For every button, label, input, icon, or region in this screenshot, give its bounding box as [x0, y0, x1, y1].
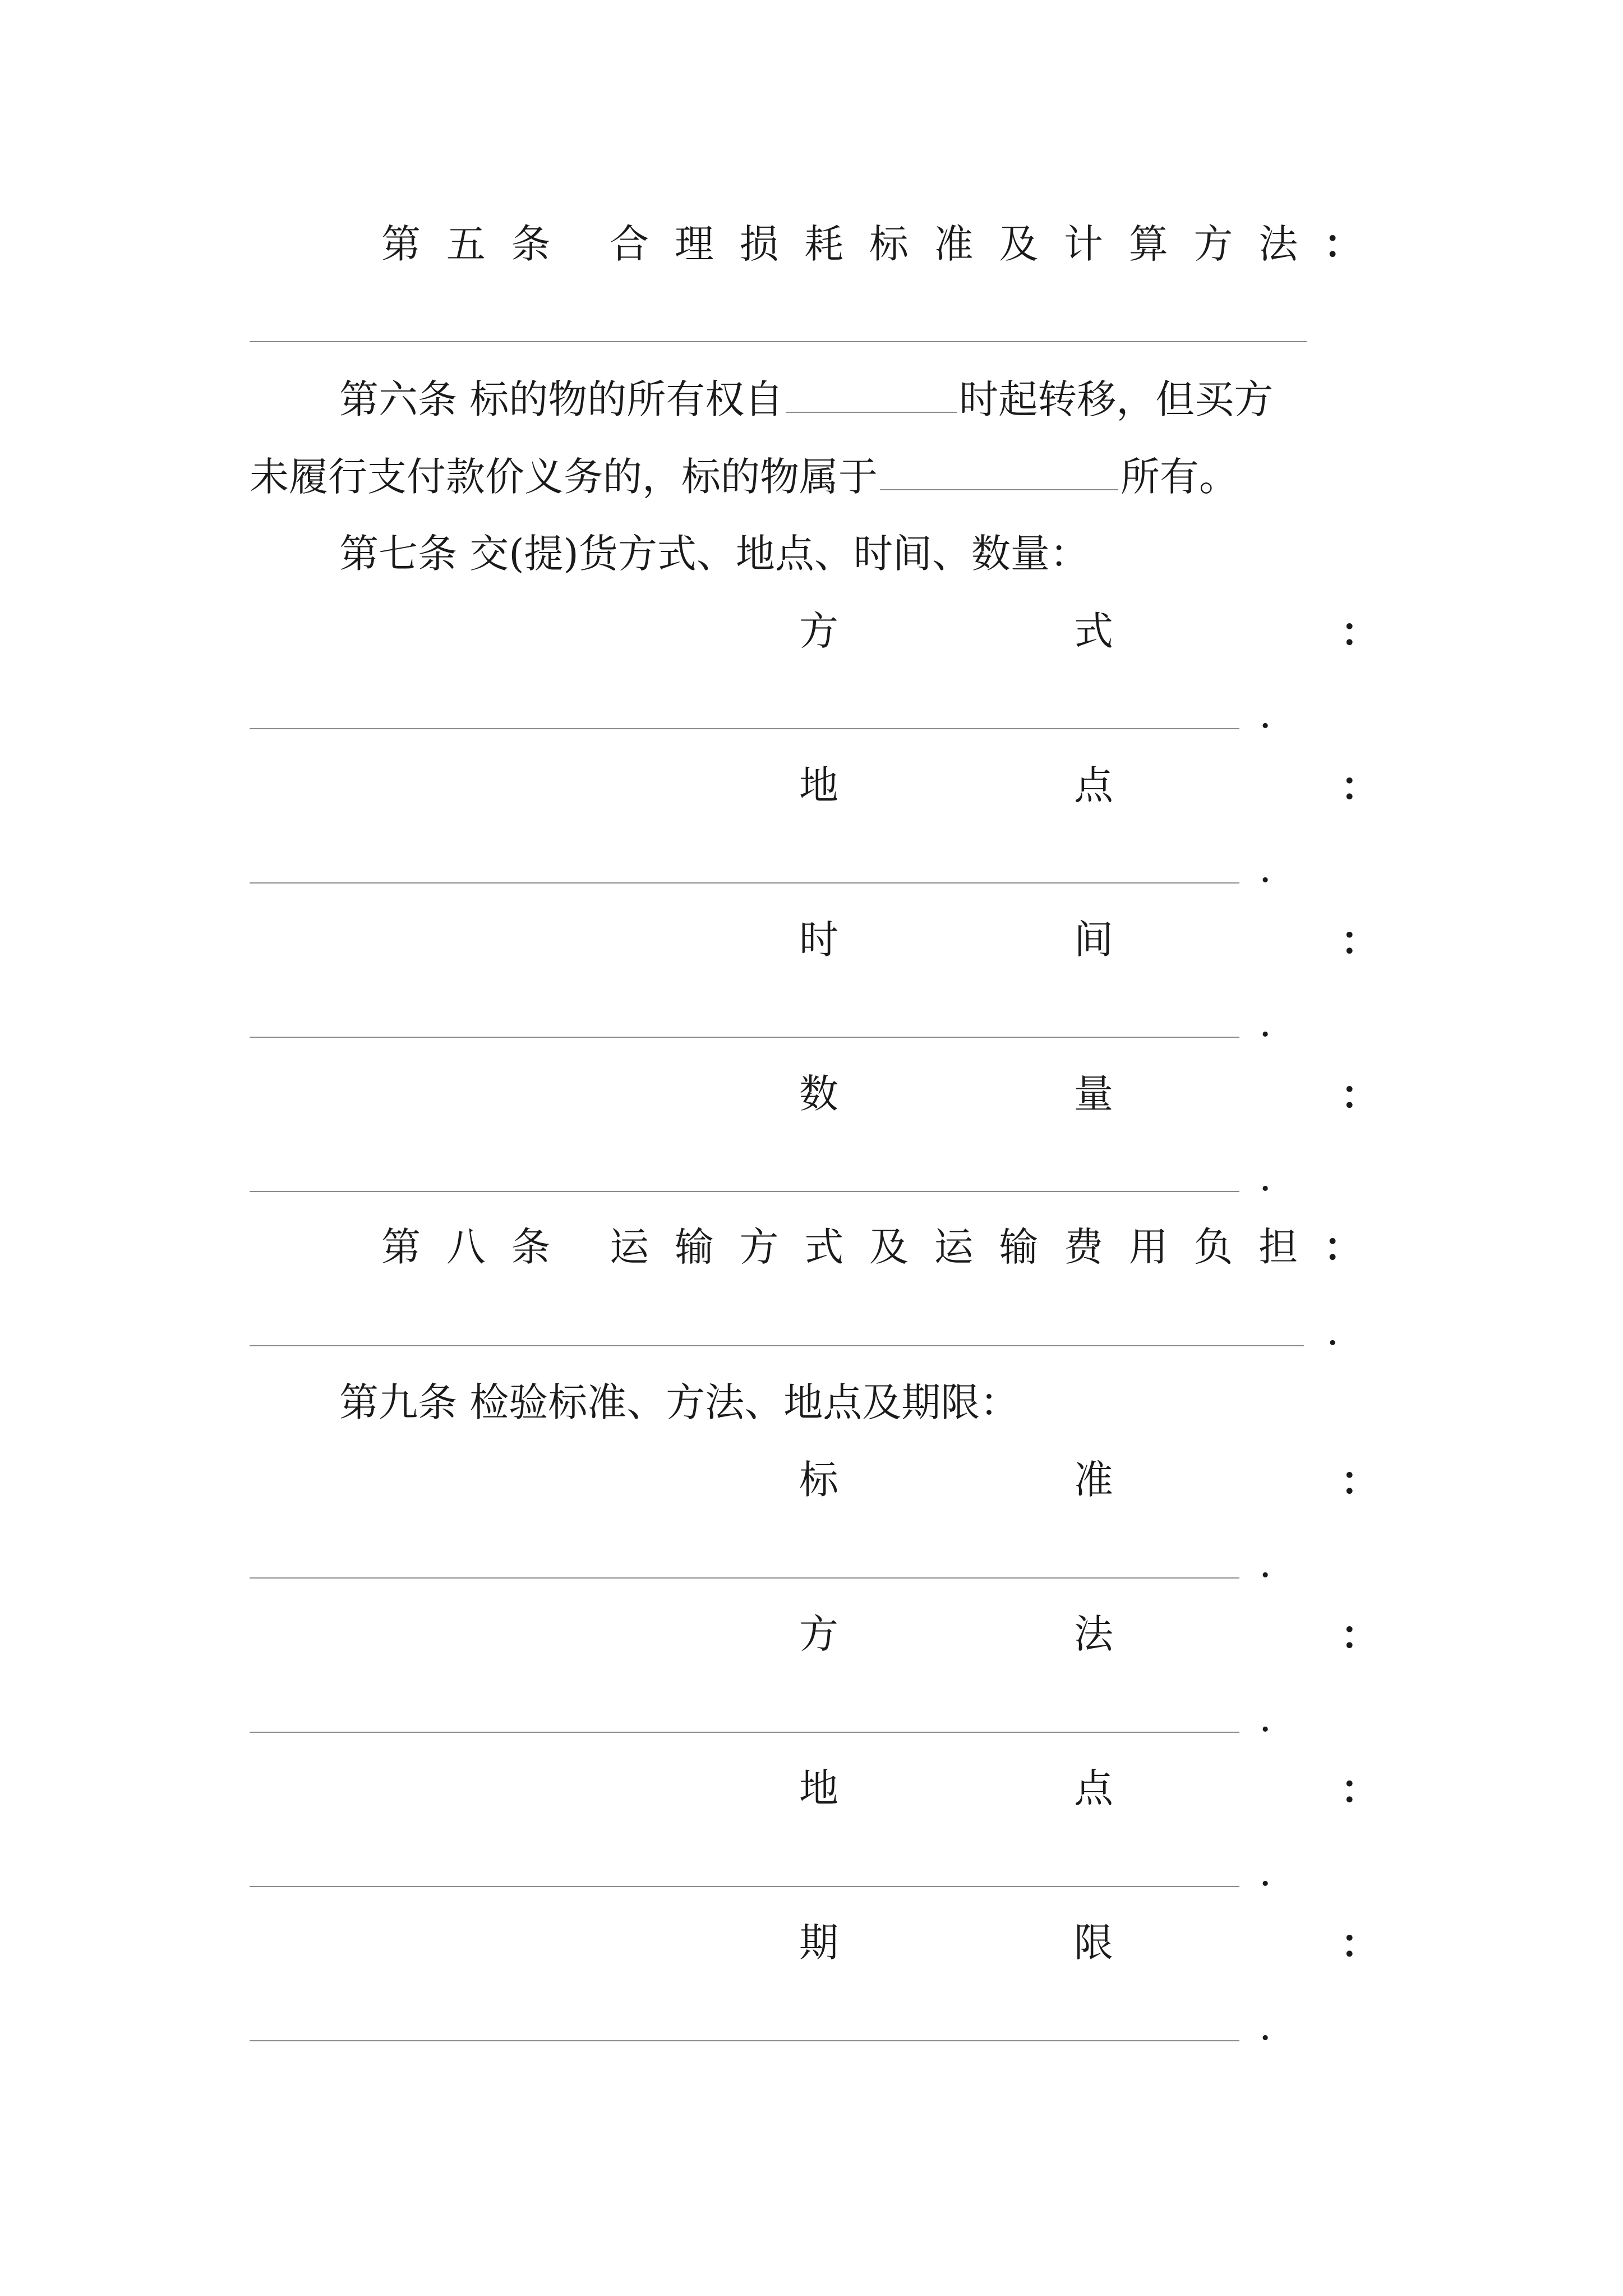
article-8-char: ： — [1323, 1223, 1363, 1270]
article-9-item-4-blank-line — [250, 2040, 1239, 2041]
article-7-item-4-period: . — [1259, 1154, 1272, 1200]
article-8-char: 用 — [1128, 1224, 1168, 1270]
article-6-text: 第六条 标的物的所有权自 — [339, 376, 784, 422]
article-9-item-2-blank-line — [250, 1732, 1239, 1733]
article-5-char: 合 — [610, 221, 649, 267]
article-8-char: 第 — [381, 1224, 421, 1270]
article-8-char: 运 — [934, 1224, 974, 1270]
article-9-item-4-char-a: 期 — [799, 1920, 838, 1966]
article-5-char: 准 — [934, 221, 974, 267]
article-9-item-4-char-b: 限 — [1074, 1920, 1113, 1966]
article-9-item-3-period: . — [1259, 1849, 1272, 1895]
article-9-item-1-blank-line — [250, 1577, 1239, 1579]
article-8-char: 费 — [1064, 1224, 1104, 1270]
article-9-item-1-period: . — [1259, 1540, 1272, 1586]
article-5-blank-line — [250, 341, 1307, 342]
article-6-line-1 — [339, 376, 1274, 422]
article-9-heading: 第九条 检验标准、方法、地点及期限： — [339, 1379, 1020, 1425]
article-5-char: 算 — [1128, 221, 1168, 267]
article-9-item-1-colon: ： — [1340, 1457, 1380, 1504]
article-8-char: 输 — [999, 1224, 1039, 1270]
article-8-blank-line — [250, 1345, 1304, 1346]
ownership-party-blank — [880, 454, 1118, 490]
article-9-item-1-char-b: 准 — [1074, 1457, 1113, 1503]
article-7-heading: 第七条 交(提)货方式、地点、时间、数量： — [339, 531, 1089, 577]
article-5-char: 条 — [511, 221, 551, 267]
article-9-item-2-period: . — [1259, 1695, 1272, 1741]
article-9-item-4-period: . — [1259, 2003, 1272, 2049]
article-9-item-4-colon: ： — [1340, 1920, 1380, 1967]
article-8-char: 式 — [804, 1224, 844, 1270]
article-9-item-3-char-b: 点 — [1074, 1765, 1113, 1811]
article-6-line-2 — [250, 454, 1238, 500]
article-5-char: 理 — [674, 221, 714, 267]
article-5-char: 五 — [446, 221, 486, 267]
article-8-char: 运 — [610, 1224, 649, 1270]
article-8-char: 输 — [674, 1224, 714, 1270]
article-8-heading — [381, 1223, 1363, 1270]
article-5-char: 损 — [739, 221, 779, 267]
article-9-item-3-colon: ： — [1340, 1766, 1380, 1812]
article-6-text: 未履行支付款价义务的，标的物属于 — [250, 454, 878, 500]
article-5-char: 及 — [999, 221, 1039, 267]
article-7-item-1-char-a: 方 — [799, 608, 838, 654]
article-7-item-1-blank-line — [250, 728, 1239, 729]
article-7-item-1-colon: ： — [1340, 609, 1380, 655]
article-5-char: 计 — [1064, 221, 1104, 267]
article-7-item-3-char-b: 间 — [1074, 917, 1113, 963]
article-8-char: 方 — [739, 1224, 779, 1270]
article-7-item-1-period: . — [1259, 691, 1272, 737]
article-6-text: 时起转移，但买方 — [959, 376, 1274, 422]
article-8-char: 担 — [1258, 1224, 1298, 1270]
article-9-item-3-blank-line — [250, 1886, 1239, 1887]
article-7-item-2-blank-line — [250, 882, 1239, 884]
article-5-char: 方 — [1193, 221, 1233, 267]
article-7-item-3-char-a: 时 — [799, 917, 838, 963]
article-5-heading — [381, 220, 1363, 267]
article-8-char: 条 — [511, 1224, 551, 1270]
article-7-item-4-blank-line — [250, 1191, 1239, 1192]
article-9-item-3-char-a: 地 — [799, 1765, 838, 1811]
article-7-item-3-colon: ： — [1340, 917, 1380, 964]
article-8-period: . — [1326, 1308, 1339, 1354]
article-7-item-4-char-b: 量 — [1074, 1071, 1113, 1117]
article-8-char: 及 — [869, 1224, 909, 1270]
article-7-item-2-colon: ： — [1340, 763, 1380, 809]
article-9-item-2-char-b: 法 — [1074, 1611, 1113, 1657]
ownership-transfer-blank — [786, 377, 957, 413]
article-5-char: 耗 — [804, 221, 844, 267]
article-5-char: 第 — [381, 221, 421, 267]
article-8-char: 负 — [1193, 1224, 1233, 1270]
article-8-char: 八 — [446, 1224, 486, 1270]
article-7-item-2-char-a: 地 — [799, 762, 838, 808]
article-9-item-1-char-a: 标 — [799, 1457, 838, 1503]
article-7-item-4-colon: ： — [1340, 1071, 1380, 1118]
article-9-item-2-colon: ： — [1340, 1612, 1380, 1658]
article-6-text: 所有。 — [1121, 454, 1238, 500]
article-7-item-4-char-a: 数 — [799, 1071, 838, 1117]
article-7-item-3-blank-line — [250, 1037, 1239, 1038]
article-7-item-1-char-b: 式 — [1074, 608, 1113, 654]
article-7-item-2-period: . — [1259, 845, 1272, 891]
article-9-item-2-char-a: 方 — [799, 1611, 838, 1657]
article-7-item-3-period: . — [1259, 1000, 1272, 1046]
article-5-char: 标 — [869, 221, 909, 267]
article-5-char: ： — [1323, 220, 1363, 267]
article-7-item-2-char-b: 点 — [1074, 762, 1113, 808]
article-5-char: 法 — [1258, 221, 1298, 267]
